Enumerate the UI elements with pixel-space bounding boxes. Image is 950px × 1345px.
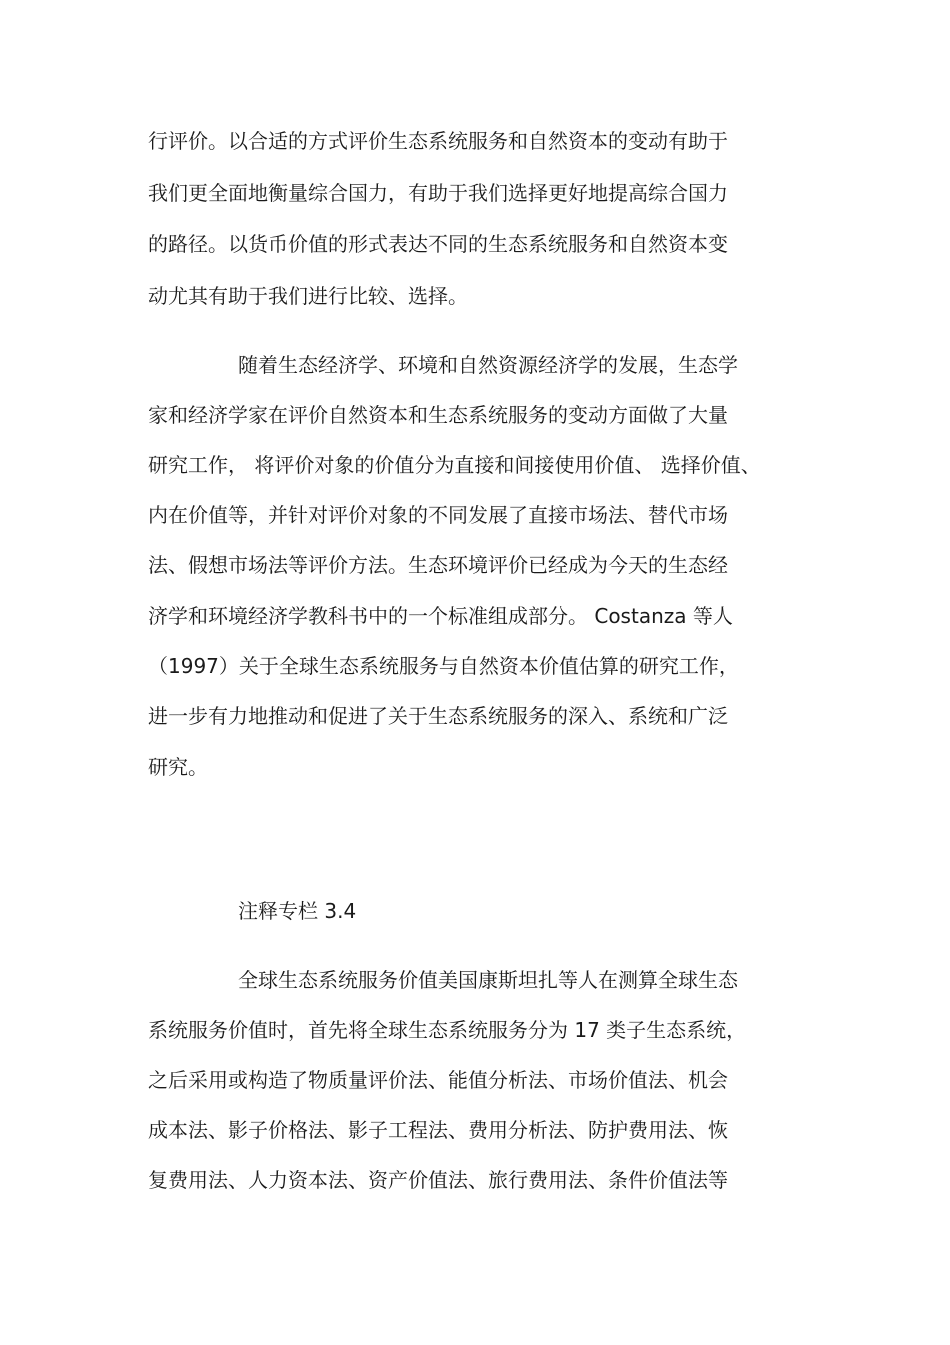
paragraph2-line-3: 研究工作， 将评价对象的价值分为直接和间接使用价值、 选择价值、 [148, 453, 761, 477]
paragraph2-line-8: 进一步有力地推动和促进了关于生态系统服务的深入、系统和广泛 [148, 704, 728, 728]
paragraph1-line-3: 的路径。以货币价值的形式表达不同的生态系统服务和自然资本变 [148, 232, 728, 256]
paragraph2-line-2: 家和经济学家在评价自然资本和生态系统服务的变动方面做了大量 [148, 403, 728, 427]
note-heading: 注释专栏 3.4 [238, 899, 357, 923]
paragraph3-line-5: 复费用法、人力资本法、资产价值法、旅行费用法、条件价值法等 [148, 1168, 728, 1192]
paragraph3-line-1: 全球生态系统服务价值美国康斯坦扎等人在测算全球生态 [238, 968, 738, 992]
paragraph2-line-6: 济学和环境经济学教科书中的一个标准组成部分。 Costanza 等人 [148, 604, 733, 628]
paragraph1-line-1: 行评价。以合适的方式评价生态系统服务和自然资本的变动有助于 [148, 129, 728, 153]
paragraph2-line-5: 法、假想市场法等评价方法。生态环境评价已经成为今天的生态经 [148, 553, 728, 577]
paragraph3-line-2: 系统服务价值时，首先将全球生态系统服务分为 17 类子生态系统， [148, 1018, 747, 1042]
paragraph1-line-2: 我们更全面地衡量综合国力，有助于我们选择更好地提高综合国力 [148, 181, 728, 205]
paragraph3-line-3: 之后采用或构造了物质量评价法、能值分析法、市场价值法、机会 [148, 1068, 728, 1092]
paragraph3-line-4: 成本法、影子价格法、影子工程法、费用分析法、防护费用法、恢 [148, 1118, 728, 1142]
paragraph2-line-1: 随着生态经济学、环境和自然资源经济学的发展，生态学 [238, 353, 738, 377]
paragraph2-line-7: （1997）关于全球生态系统服务与自然资本价值估算的研究工作， [148, 654, 739, 678]
paragraph2-line-9: 研究。 [148, 755, 208, 779]
paragraph1-line-4: 动尤其有助于我们进行比较、选择。 [148, 284, 468, 308]
paragraph2-line-4: 内在价值等，并针对评价对象的不同发展了直接市场法、替代市场 [148, 503, 728, 527]
